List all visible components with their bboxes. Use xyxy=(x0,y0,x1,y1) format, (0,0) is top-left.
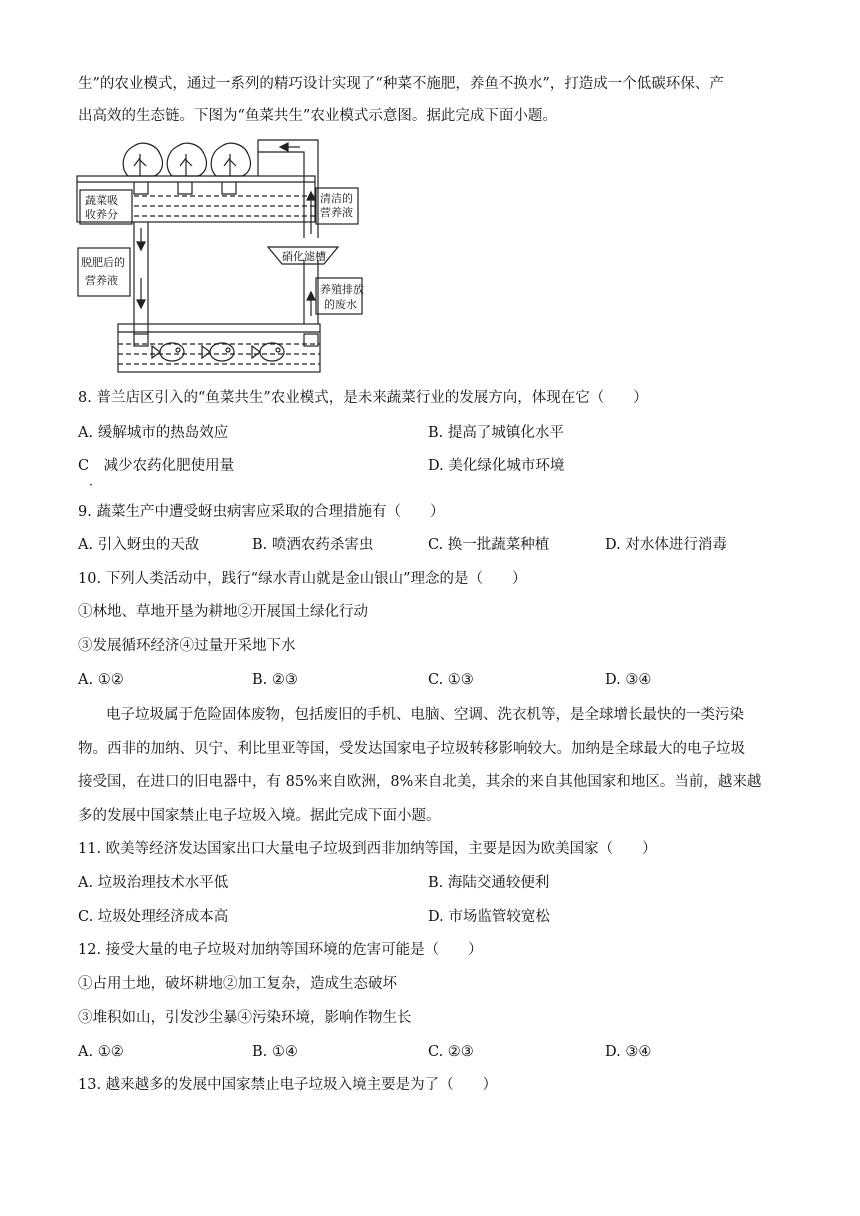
q13-stem: 13. 越来越多的发展中国家禁止电子垃圾入境主要是为了（ ） xyxy=(78,1077,498,1093)
q11-option-a[interactable]: A. 垃圾治理技术水平低 xyxy=(78,875,229,891)
q10-option-a[interactable]: A. ①② xyxy=(78,672,124,688)
q10-statements-2: ③发展循环经济④过量开采地下水 xyxy=(78,638,296,654)
q12-option-b[interactable]: B. ①④ xyxy=(252,1044,298,1060)
q12-statements-2: ③堆积如山，引发沙尘暴④污染环境，影响作物生长 xyxy=(78,1010,412,1026)
intro-line-2: 出高效的生态链。下图为“鱼菜共生”农业模式示意图。据此完成下面小题。 xyxy=(78,108,557,124)
q12-option-c[interactable]: C. ②③ xyxy=(428,1044,474,1060)
passage2-line-2: 物。西非的加纳、贝宁、利比里亚等国，受发达国家电子垃圾转移影响较大。加纳是全球最大的电子垃圾 xyxy=(78,741,745,757)
q10-option-c[interactable]: C. ①③ xyxy=(428,672,474,688)
svg-text:硝化滤槽: 硝化滤槽 xyxy=(282,250,326,263)
q11-option-c[interactable]: C. 垃圾处理经济成本高 xyxy=(78,909,229,925)
q10-statements-1: ①林地、草地开垦为耕地②开展国土绿化行动 xyxy=(78,604,368,620)
svg-text:收养分: 收养分 xyxy=(85,208,118,221)
fish-icon xyxy=(152,343,184,361)
svg-text:营养液: 营养液 xyxy=(85,274,118,287)
q12-statements-1: ①占用土地，破坏耕地②加工复杂，造成生态破坏 xyxy=(78,976,397,992)
svg-text:的废水: 的废水 xyxy=(324,298,357,311)
passage2-line-3: 接受国，在进口的旧电器中，有 85%来自欧洲，8%来自北美，其余的来自其他国家和地区。当前，越来越 xyxy=(78,774,762,790)
q11-stem: 11. 欧美等经济发达国家出口大量电子垃圾到西非加纳等国，主要是因为欧美国家（ ） xyxy=(78,841,657,857)
passage2-line-1: 电子垃圾属于危险固体废物，包括废旧的手机、电脑、空调、洗衣机等，是全球增长最快的一类污染 xyxy=(106,707,744,723)
svg-text:清洁的: 清洁的 xyxy=(320,192,353,205)
fish-icon xyxy=(202,343,234,361)
q8-option-b[interactable]: B. 提高了城镇化水平 xyxy=(428,425,564,441)
svg-text:营养液: 营养液 xyxy=(320,206,353,219)
q8-stem: 8. 普兰店区引入的“鱼菜共生”农业模式，是未来蔬菜行业的发展方向，体现在它（ ） xyxy=(78,390,648,406)
q10-stem: 10. 下列人类活动中，践行“绿水青山就是金山银山”理念的是（ ） xyxy=(78,571,527,587)
q8-option-d[interactable]: D. 美化绿化城市环境 xyxy=(428,458,565,474)
q9-stem: 9. 蔬菜生产中遭受蚜虫病害应采取的合理措施有（ ） xyxy=(78,504,445,520)
q9-option-d[interactable]: D. 对水体进行消毒 xyxy=(605,537,727,553)
q8-option-a[interactable]: A. 缓解城市的热岛效应 xyxy=(78,425,229,441)
svg-text:脱肥后的: 脱肥后的 xyxy=(81,256,125,269)
q12-stem: 12. 接受大量的电子垃圾对加纳等国环境的危害可能是（ ） xyxy=(78,942,483,958)
fish-icon xyxy=(252,343,284,361)
q9-option-c[interactable]: C. 换一批蔬菜种植 xyxy=(428,537,550,553)
q10-option-b[interactable]: B. ②③ xyxy=(252,672,298,688)
q11-option-d[interactable]: D. 市场监管较宽松 xyxy=(428,909,550,925)
q12-option-d[interactable]: D. ③④ xyxy=(605,1044,652,1060)
q10-option-d[interactable]: D. ③④ xyxy=(605,672,652,688)
svg-text:蔬菜吸: 蔬菜吸 xyxy=(85,194,118,207)
stray-dot: · xyxy=(89,478,93,492)
q9-option-a[interactable]: A. 引入蚜虫的天敌 xyxy=(78,537,200,553)
flow-arrows xyxy=(137,143,315,316)
vegetable-icon xyxy=(211,143,250,194)
vegetable-icon xyxy=(123,143,162,194)
q9-option-b[interactable]: B. 喷洒农药杀害虫 xyxy=(252,537,374,553)
fish-vegetable-symbiosis-diagram xyxy=(76,138,364,378)
q8-option-c[interactable]: C 减少农药化肥使用量 xyxy=(78,458,235,474)
intro-line-1: 生”的农业模式，通过一系列的精巧设计实现了“种菜不施肥，养鱼不换水”，打造成一个低碳环保、产 xyxy=(78,76,724,92)
q12-option-a[interactable]: A. ①② xyxy=(78,1044,124,1060)
q11-option-b[interactable]: B. 海陆交通较便利 xyxy=(428,875,550,891)
passage2-line-4: 多的发展中国家禁止电子垃圾入境。据此完成下面小题。 xyxy=(78,808,441,824)
vegetable-icon xyxy=(167,143,206,194)
svg-text:养殖排放: 养殖排放 xyxy=(320,283,364,296)
